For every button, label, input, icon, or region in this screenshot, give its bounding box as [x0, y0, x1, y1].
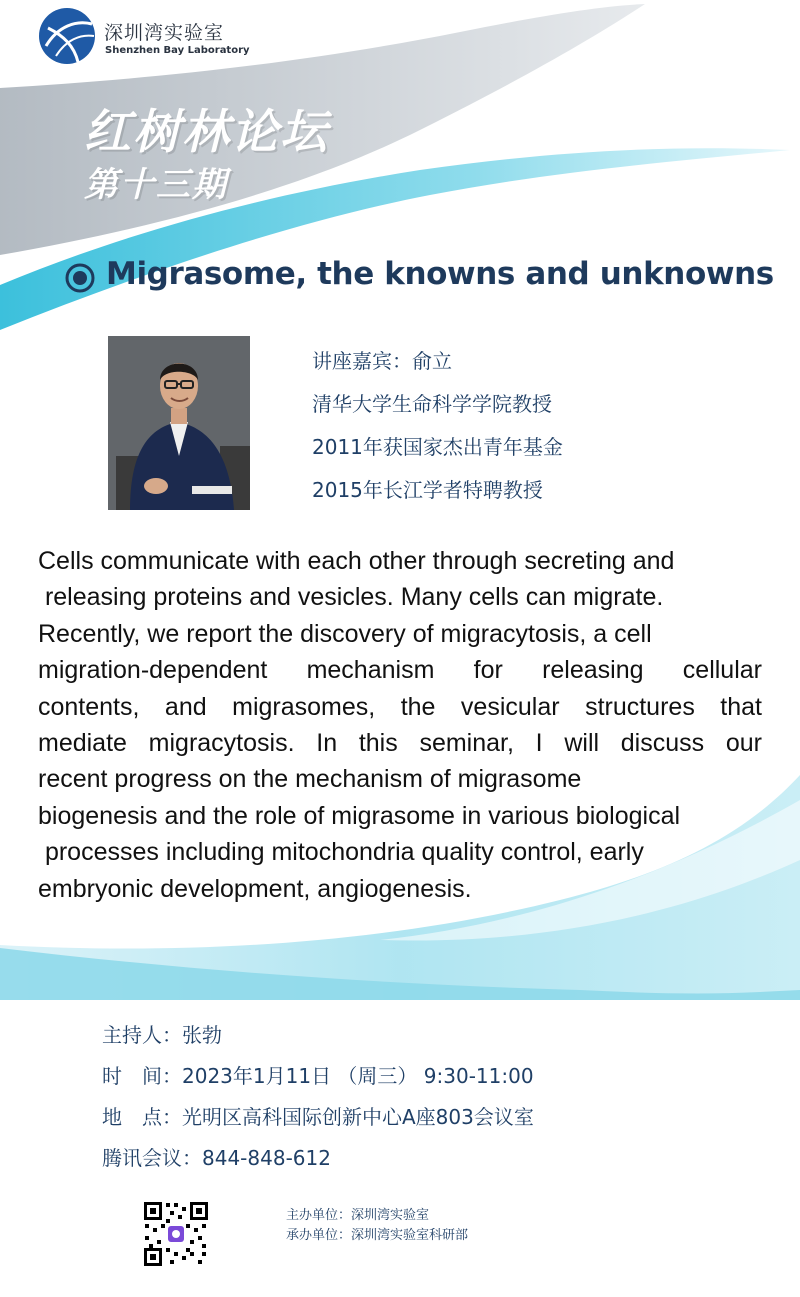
- seminar-topic: Migrasome, the knowns and unknowns: [106, 256, 774, 292]
- brand-name-en: Shenzhen Bay Laboratory: [105, 45, 250, 56]
- speaker-honor-1: 2011年获国家杰出青年基金: [312, 435, 563, 459]
- abstract-line: contents, and migrasomes, the vesicular structures that: [38, 692, 762, 721]
- shenzhen-bay-logo-icon: [36, 6, 98, 66]
- speaker-photo: [108, 336, 250, 510]
- co-organization: 承办单位：深圳湾实验室科研部: [286, 1228, 469, 1243]
- abstract-text: [38, 543, 762, 907]
- qr-code[interactable]: [142, 1200, 210, 1268]
- issue-number: 第十三期: [84, 165, 228, 205]
- speaker-info: [312, 340, 563, 512]
- brand-logo: [36, 6, 266, 66]
- abstract-line: migration-dependent mechanism for releasing cellular: [38, 656, 762, 685]
- event-details: [102, 1015, 534, 1179]
- abstract-line: biogenesis and the role of migrasome in various biological: [38, 801, 681, 830]
- abstract-line: mediate migracytosis. In this seminar, I will discuss our: [38, 728, 762, 757]
- topic-heading: [64, 254, 794, 300]
- time-line: 时 间：2023年1月11日 （周三） 9:30-11:00: [102, 1064, 534, 1088]
- host-organization: 主办单位：深圳湾实验室: [286, 1208, 430, 1223]
- speaker-honor-2: 2015年长江学者特聘教授: [312, 478, 543, 502]
- brand-name-cn: 深圳湾实验室: [104, 22, 225, 44]
- abstract-line: Recently, we report the discovery of migracytosis, a cell: [38, 619, 652, 648]
- organizers: [286, 1206, 468, 1246]
- host-line: 主持人：张勃: [102, 1023, 222, 1047]
- abstract-line: releasing proteins and vesicles. Many cells can migrate.: [38, 583, 664, 612]
- abstract-line: recent progress on the mechanism of migrasome: [38, 765, 582, 794]
- forum-title: 红树林论坛: [84, 105, 329, 160]
- abstract-line: processes including mitochondria quality control, early: [38, 838, 644, 867]
- speaker-name: 讲座嘉宾：俞立: [312, 349, 452, 373]
- abstract-line: Cells communicate with each other through secreting and: [38, 547, 675, 575]
- tencent-meeting-line: 腾讯会议：844-848-612: [102, 1146, 331, 1170]
- place-line: 地 点：光明区高科国际创新中心A座803会议室: [102, 1105, 534, 1129]
- radio-bullet-icon: [64, 262, 96, 294]
- speaker-affiliation: 清华大学生命科学学院教授: [312, 392, 552, 416]
- abstract-line: embryonic development, angiogenesis.: [38, 874, 472, 903]
